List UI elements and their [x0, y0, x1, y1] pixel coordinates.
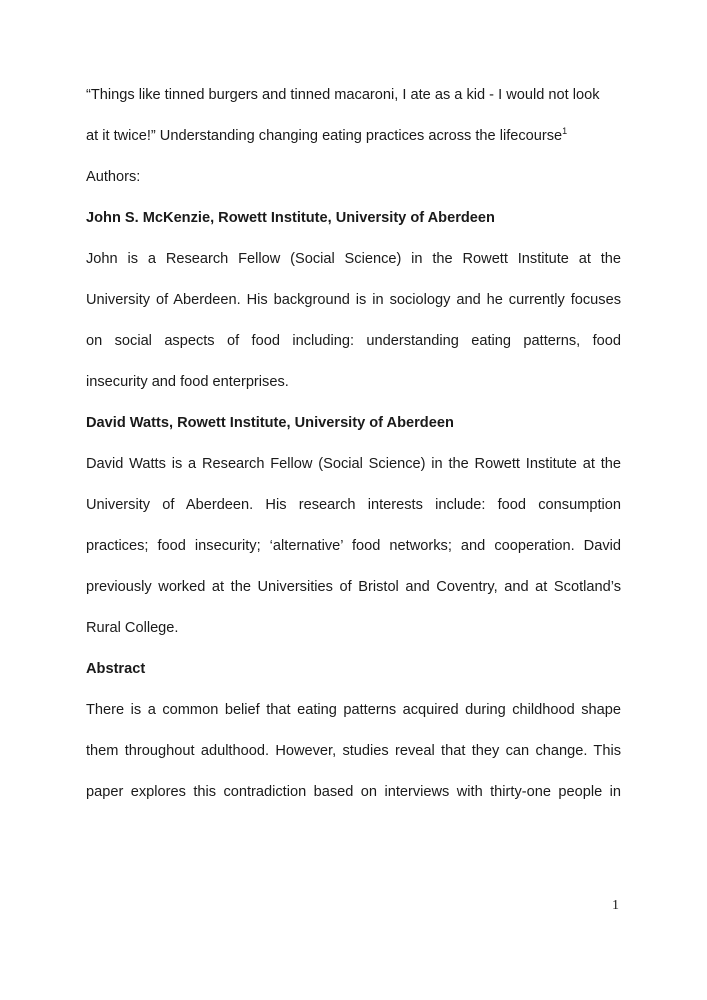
page-number: 1: [612, 898, 619, 913]
paper-title-line-2-text: at it twice!” Understanding changing eating practices across the lifecourse: [86, 128, 563, 144]
author-2-bio-line: previously worked at the Universities of Bristol and Coventry, and at Scotland’s: [86, 579, 621, 595]
author-1-bio-line: on social aspects of food including: understanding eating patterns, food: [86, 333, 621, 349]
abstract-line: them throughout adulthood. However, studies reveal that they can change. This: [86, 743, 621, 759]
abstract-line: paper explores this contradiction based on interviews with thirty-one people in: [86, 784, 621, 800]
author-2-bio-line: University of Aberdeen. His research interests include: food consumption: [86, 497, 621, 513]
author-2-heading: David Watts, Rowett Institute, University of Aberdeen: [86, 415, 454, 431]
paper-title-line-2: [86, 125, 621, 166]
author-1-heading: John S. McKenzie, Rowett Institute, University of Aberdeen: [86, 210, 495, 226]
author-2-bio-line: Rural College.: [86, 620, 179, 636]
author-1-bio-line: John is a Research Fellow (Social Science) in the Rowett Institute at the: [86, 251, 621, 267]
authors-label: Authors:: [86, 169, 141, 185]
author-1-bio-line: insecurity and food enterprises.: [86, 374, 289, 390]
abstract-heading: Abstract: [86, 661, 146, 677]
author-2-bio-line: practices; food insecurity; ‘alternative’ food networks; and cooperation. David: [86, 538, 621, 554]
footnote-marker: 1: [562, 126, 568, 137]
paper-title-line-1: “Things like tinned burgers and tinned macaroni, I ate as a kid - I would not look: [86, 87, 600, 103]
abstract-line: There is a common belief that eating patterns acquired during childhood shape: [86, 702, 621, 718]
page-body: [86, 84, 621, 822]
author-1-bio-line: University of Aberdeen. His background is in sociology and he currently focuses: [86, 292, 621, 308]
author-2-bio-line: David Watts is a Research Fellow (Social Science) in the Rowett Institute at the: [86, 456, 621, 472]
